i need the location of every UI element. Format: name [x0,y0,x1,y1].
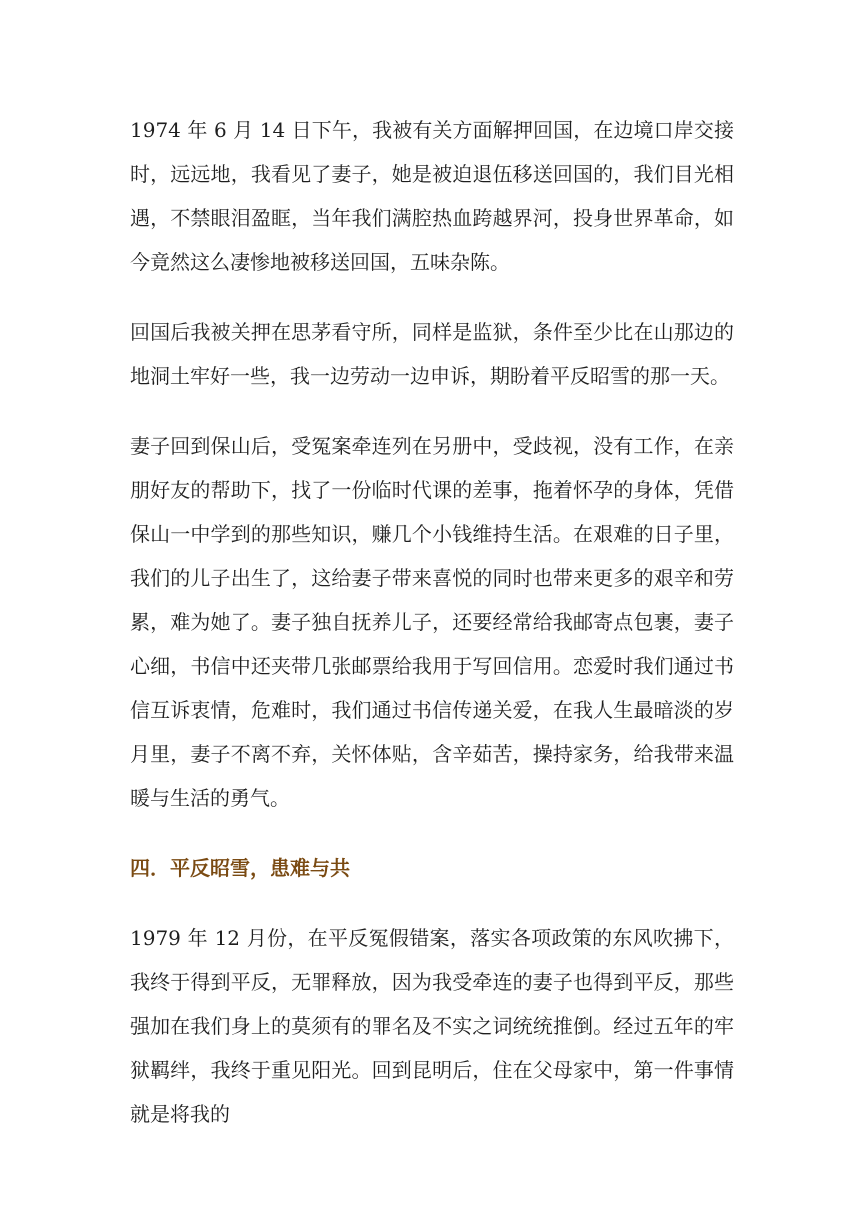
document-body [130,108,734,1162]
section-heading: 四．平反昭雪，患难与共 [130,856,350,880]
paragraph-wife-hardship: 妻子回到保山后，受冤案牵连列在另册中，受歧视，没有工作，在亲朋好友的帮助下，找了一份临时代课的差事，拖着怀孕的身体，凭借保山一中学到的那些知识，赚几个小钱维持生活。在艰难的日子里，我们的儿子出生了，这给妻子带来喜悦的同时也带来更多的艰辛和劳累，难为她了。妻子独自抚养儿子，还要经常给我邮寄点包裹，妻子心细，书信中还夹带几张邮票给我用于写回信用。恋爱时我们通过书信互诉衷情，危难时，我们通过书信传递关爱，在我人生最暗淡的岁月里，妻子不离不弃，关怀体贴，含辛茹苦，操持家务，给我带来温暖与生活的勇气。 [130,434,734,810]
paragraph-detention: 回国后我被关押在思茅看守所，同样是监狱，条件至少比在山那边的地洞土牢好一些，我一边劳动一边申诉，期盼着平反昭雪的那一天。 [130,320,734,388]
paragraph-repatriation: 1974 年 6 月 14 日下午，我被有关方面解押回国，在边境口岸交接时，远远地，我看见了妻子，她是被迫退伍移送回国的，我们目光相遇，不禁眼泪盈眶，当年我们满腔热血跨越界河，投身世界革命，如今竟然这么凄惨地被移送回国，五味杂陈。 [130,118,734,274]
paragraph-rehabilitation: 1979 年 12 月份，在平反冤假错案，落实各项政策的东风吹拂下，我终于得到平反，无罪释放，因为我受牵连的妻子也得到平反，那些强加在我们身上的莫须有的罪名及不实之词统统推倒。经过五年的牢狱羁绊，我终于重见阳光。回到昆明后，住在父母家中，第一件事情就是将我的 [130,926,734,1126]
